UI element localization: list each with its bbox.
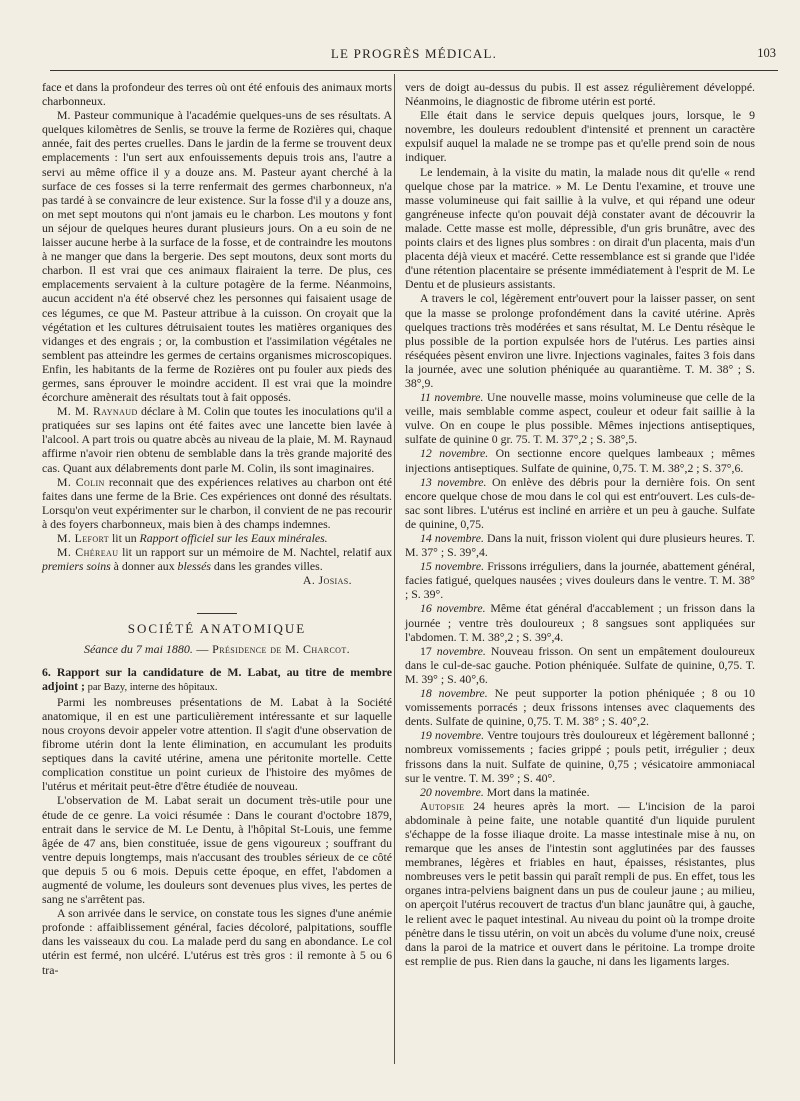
paragraph: Le lendemain, à la visite du matin, la malade nous dit qu'elle « rend quelque chose par la matrice. » M. Le Dentu l'examine, et trouve une masse volumineuse qui fait saillie à la vulve, et qui répand une odeur gangréneuse infecte qu'on pouvait déjà constater avant de découvrir la malade. Cette masse est molle, dépressible, d'un gris brunâtre, avec des points clairs et des lignes plus sombres : on dirait d'un placenta, mais d'un placenta déjà vieux et macéré. Cette ressemblance est si grande que l'idée d'une rétention placentaire se présente immédiatement à l'esprit de M. Le Dentu et de plusieurs assistants. <box>405 164 755 292</box>
column-divider <box>394 74 395 1064</box>
entry-date: 16 novembre. <box>420 601 486 616</box>
paragraph <box>405 601 755 643</box>
entry-date: 11 novembre. <box>420 390 484 405</box>
paragraph: M. Pasteur communique à l'académie quelques-uns de ses résultats. A quelques kilomètres de Senlis, se trouve la ferme de Rozières qui, chaque année, fait des pertes cruelles. Dans le jardin de la ferme se trouvent deux emplacements : l'un sert aux enfouissements depuis trois ans, l'autre a servi au même office il y a douze ans. M. Pasteur ayant cherché à la surface de ces fosses si la terre renfermait des germes charbonneux, n'a pas tardé à se convaincre de leur existence. Sur la fosse d'il y a douze ans, on met sept moutons qui n'ont jamais eu le charbon. Les moutons y font un séjour de quelques heures durant plusieurs jours. On a eu soin de ne laisser aucune herbe à la surface de la fosse, et de contraindre les moutons à ne manger que dans la bergerie. Des sept moutons, deux sont morts du charbon. Il est vrai que ces animaux flairaient la terre. De plus, ces emplacements servaient à la culture potagère de la ferme. Néanmoins, aucun accident n'a été observé chez les personnes qui faisaient usage de ces légumes, ce que M. Pasteur attribue à la cuisson. On croyait que la végétation et les cultures détruisaient toutes les matières organiques des vidanges et des engrais ; or, la combustion et l'assimilation végétales ne semblent pas atteindre les germes de certains organismes microscopiques. Enfin, les habitants de la ferme de Rozières ont pu fouler aux pieds des germes, sans éprouver le moindre accident. Il est vrai que la moindre écorchure amènerait des résultats tout à fait opposés. <box>42 108 392 405</box>
paragraph-text: lit un rapport sur un mémoire de M. Nachtel, relatif aux <box>118 545 392 560</box>
paragraph <box>405 390 755 446</box>
session-line <box>42 642 392 656</box>
paragraph: vers de doigt au-dessus du pubis. Il est assez régulièrement développé. Néanmoins, le diagnostic de fibrome utérin est porté. <box>405 80 755 109</box>
paragraph-text: reconnait que des expériences relatives au charbon ont été faites dans une ferme de la Brie. Ces expériences ont donné des résultats. Lorsqu'on veut expérimenter sur le charbon, il convient de ne pas recourir à des foyers charbonneux, mais bien à des champs indemnes. <box>42 474 392 531</box>
paragraph <box>405 686 755 728</box>
running-header <box>50 44 778 71</box>
entry-date: 18 novembre. <box>420 686 488 701</box>
entry-date: 14 novembre. <box>420 531 484 545</box>
paragraph <box>42 531 392 545</box>
section-title <box>42 613 392 636</box>
paragraph <box>42 545 392 587</box>
right-column <box>405 80 755 968</box>
paragraph-text: à donner aux <box>110 559 178 574</box>
paragraph-text: Même état général d'accablement ; un frisson dans la journée ; ventre très douloureux ; 8 sangsues sont appliquées sur l'abdomen. T. M. 38°,2 ; S. 39°,4. <box>405 601 755 644</box>
paragraph: face et dans la profondeur des terres où ont été enfouis des animaux morts charbonneux. <box>42 80 392 109</box>
paragraph <box>405 785 755 799</box>
speaker-name: M. Colin <box>57 474 105 489</box>
report-title: Rapport officiel sur les Eaux minérales. <box>139 531 328 545</box>
paragraph <box>405 531 755 559</box>
session-president: — Présidence de M. Charcot. <box>192 642 351 657</box>
paragraph-text: Ne peut supporter la potion phéniquée ; 8 ou 10 vomissements porracés ; deux frissons intenses avec claquements des dents. Sulfate de quinine, 0,75. T. M. 38° ; S. 40°,2. <box>405 686 755 729</box>
entry-date: 15 novembre. <box>420 559 485 574</box>
paragraph-text: Mort dans la matinée. <box>483 784 590 799</box>
paragraph-text: Ventre toujours très douloureux et légèrement ballonné ; nombreux vomissements ; facies grippé ; pouls petit, irrégulier ; deux frissons dans la nuit. Sulfate de quinine, 0,75 ; vésicatoire ammoniacal sur le ventre. T. M. 39° ; S. 40°. <box>405 728 755 785</box>
paragraph: Parmi les nombreuses présentations de M. Labat à la Société anatomique, il en est une particulièrement intéressante et sur laquelle nous croyons devoir appeler votre attention. Il s'agit d'une observation de fibrome utérin dont la lente élimination, en accumulant les produits septiques dans la cavité utérine, amena une péritonite mortelle. Cette complication constitue un point curieux de l'histoire des myômes de l'utérus et méritait peut-être d'être étudiée de nouveau. <box>42 694 392 794</box>
autopsy-label: Autopsie <box>420 798 465 813</box>
entry-date: 20 novembre. <box>420 784 484 799</box>
paragraph <box>405 728 755 784</box>
paragraph-text: On sectionne encore quelques lambeaux ; mêmes injections antiseptiques. Sulfate de quinine, 0,75. T. M. 38°,2 ; S. 37°,6. <box>405 446 755 475</box>
entry-date: 19 novembre. <box>420 728 485 743</box>
page-number: 103 <box>757 46 776 60</box>
article-author: par Bazy, interne des hôpitaux. <box>84 681 218 693</box>
speaker-name: M. Lefort <box>57 531 110 545</box>
paragraph: A son arrivée dans le service, on constate tous les signes d'une anémie profonde : affaiblissement général, facies décoloré, palpitations, souffle dans les vaisseaux du cou. La malade perd du sang en abondance. Le col utérin est fermé, non ulcéré. L'utérus est très gros : il remonte à 5 ou 6 tra- <box>42 906 392 977</box>
paragraph-text: Dans la nuit, frisson violent qui dure plusieurs heures. T. M. 37° ; S. 39°,4. <box>405 531 755 560</box>
italic-text: premiers soins <box>42 559 111 574</box>
paragraph: L'observation de M. Labat serait un document très-utile pour une étude de ce genre. La voici résumée : Dans le courant d'octobre 1879, entrait dans le service de M. Le Dentu, à l'hôpital St-Louis, une femme âgée de 47 ans, bien constituée, issue de gens vigoureux ; souffrant du ventre depuis longtemps, mais n'accusant des troubles sérieux de ce côté que depuis 5 ou 6 mois. Depuis cette époque, en effet, l'abdomen a augmenté de volume, les douleurs sont devenues plus vives, les pertes de sang ne s'arrêtent pas. <box>42 793 392 907</box>
paragraph <box>405 475 755 531</box>
paragraph-text: Frissons irréguliers, dans la journée, abattement général, facies fatigué, quelques nausées ; vives douleurs dans le ventre. T. M. 38° ; S. 39°. <box>405 559 755 602</box>
paragraph-text: lit un <box>109 531 140 545</box>
journal-title: LE PROGRÈS MÉDICAL. <box>330 46 498 61</box>
italic-text: blessés <box>177 559 211 574</box>
paragraph: Elle était dans le service depuis quelques jours, lorsque, le 9 novembre, les douleurs redoublent d'intensité et prennent un caractère expulsif auquel la malade ne se trompe pas et qu'elle prend soin de nous indiquer. <box>405 108 755 165</box>
paragraph <box>405 644 755 686</box>
paragraph-text: 24 heures après la mort. — L'incision de la paroi abdominale à peine faite, une notable quantité d'un liquide purulent s'échappe de la fosse iliaque droite. La masse intestinale mise à nu, on remarque que les anses de l'intestin sont agglutinées par des fausses membranes, légères et friables en haut, épaisses, résistantes, plus nombreuses vers le petit bassin qui paraît rempli de pus. En effet, tous les organes intra-pelviens baignent dans un pus de couleur jaune ; au milieu, on aperçoit l'utérus recouvert de tractus d'un blanc jaunâtre qui, à gauche, le relient avec le paquet intestinal. Au niveau du point où la trompe droite pénètre dans le tissu utérin, on voit un abcès du volume d'une noix, creusé dans la paroi de la matrice et ouvert dans le péritoine. La trompe droite est remplie de pus. Rien dans la gauche, ni dans les ligaments larges. <box>405 798 755 968</box>
paragraph <box>405 559 755 601</box>
paragraph <box>42 475 392 531</box>
left-column <box>42 80 392 977</box>
session-date: Séance du 7 mai 1880. <box>83 642 193 657</box>
speaker-name: M. Chéreau <box>57 545 119 560</box>
paragraph <box>42 404 392 474</box>
entry-date: novembre. <box>436 643 486 658</box>
section-title-text: SOCIÉTÉ ANATOMIQUE <box>127 621 307 637</box>
section-rule <box>197 613 237 614</box>
entry-date: 13 novembre. <box>420 474 487 489</box>
paragraph-text: On enlève des débris pour la dernière fois. On sent encore quelque chose de mou dans le col qui est entr'ouvert. Les culs-de-sac sont libres. L'utérus est incliné en arrière et un peu à gauche. Sulfate de quinine, 0,75. <box>405 474 755 531</box>
article-title: 6. Rapport sur la candidature de M. Labat, au titre de membre adjoint ; <box>42 664 392 693</box>
speaker-name: M. M. Raynaud <box>57 404 138 419</box>
paragraph <box>405 446 755 474</box>
paragraph-text: déclare à M. Colin que toutes les inoculations qu'il a pratiquées sur ses lapins ont été faites avec une lancette bien lavée à l'alcool. A part trois ou quatre abcès au niveau de la plaie, M. M. Raynaud affirme n'avoir rien obtenu de semblable dans la très grande majorité des cas. Quant aux délabrements dont parle M. Colin, ils sont imaginaires. <box>42 404 392 475</box>
article-heading <box>42 665 392 695</box>
signature: A. Josias. <box>302 573 352 588</box>
paragraph-text: Nouveau frisson. On sent un empâtement douloureux dans le cul-de-sac gauche. Potion phéniquée. Sulfate de quinine, 0,75. T. M. 39° ; S. 40°,6. <box>405 643 756 686</box>
paragraph <box>405 799 755 968</box>
entry-day: 17 <box>420 643 437 658</box>
paragraph-text: dans les grandes villes. <box>210 559 323 574</box>
paragraph: A travers le col, légèrement entr'ouvert pour la laisser passer, on sent que la masse se prolonge profondément dans la cavité utérine. Après quelques tractions très modérées et sans résultat, M. Le Dentu résèque le plus possible de la portion expulsée hors de l'utérus. Les parties ainsi réséquées pèsent environ une livre. Injections vaginales, faites 3 fois dans la journée, avec une solution phéniquée au quarantième. T. M. 38° ; S. 38°,9. <box>405 291 755 390</box>
paragraph-text: Une nouvelle masse, moins volumineuse que celle de la veille, mais semblable comme aspect, couleur et odeur fait saillie à la vulve. On en coupe le plus possible. Mêmes injections antiseptiques, sulfate de quinine 0 gr. 75. T. M. 37°,2 ; S. 38°,5. <box>405 390 755 447</box>
entry-date: 12 novembre. <box>420 446 489 461</box>
